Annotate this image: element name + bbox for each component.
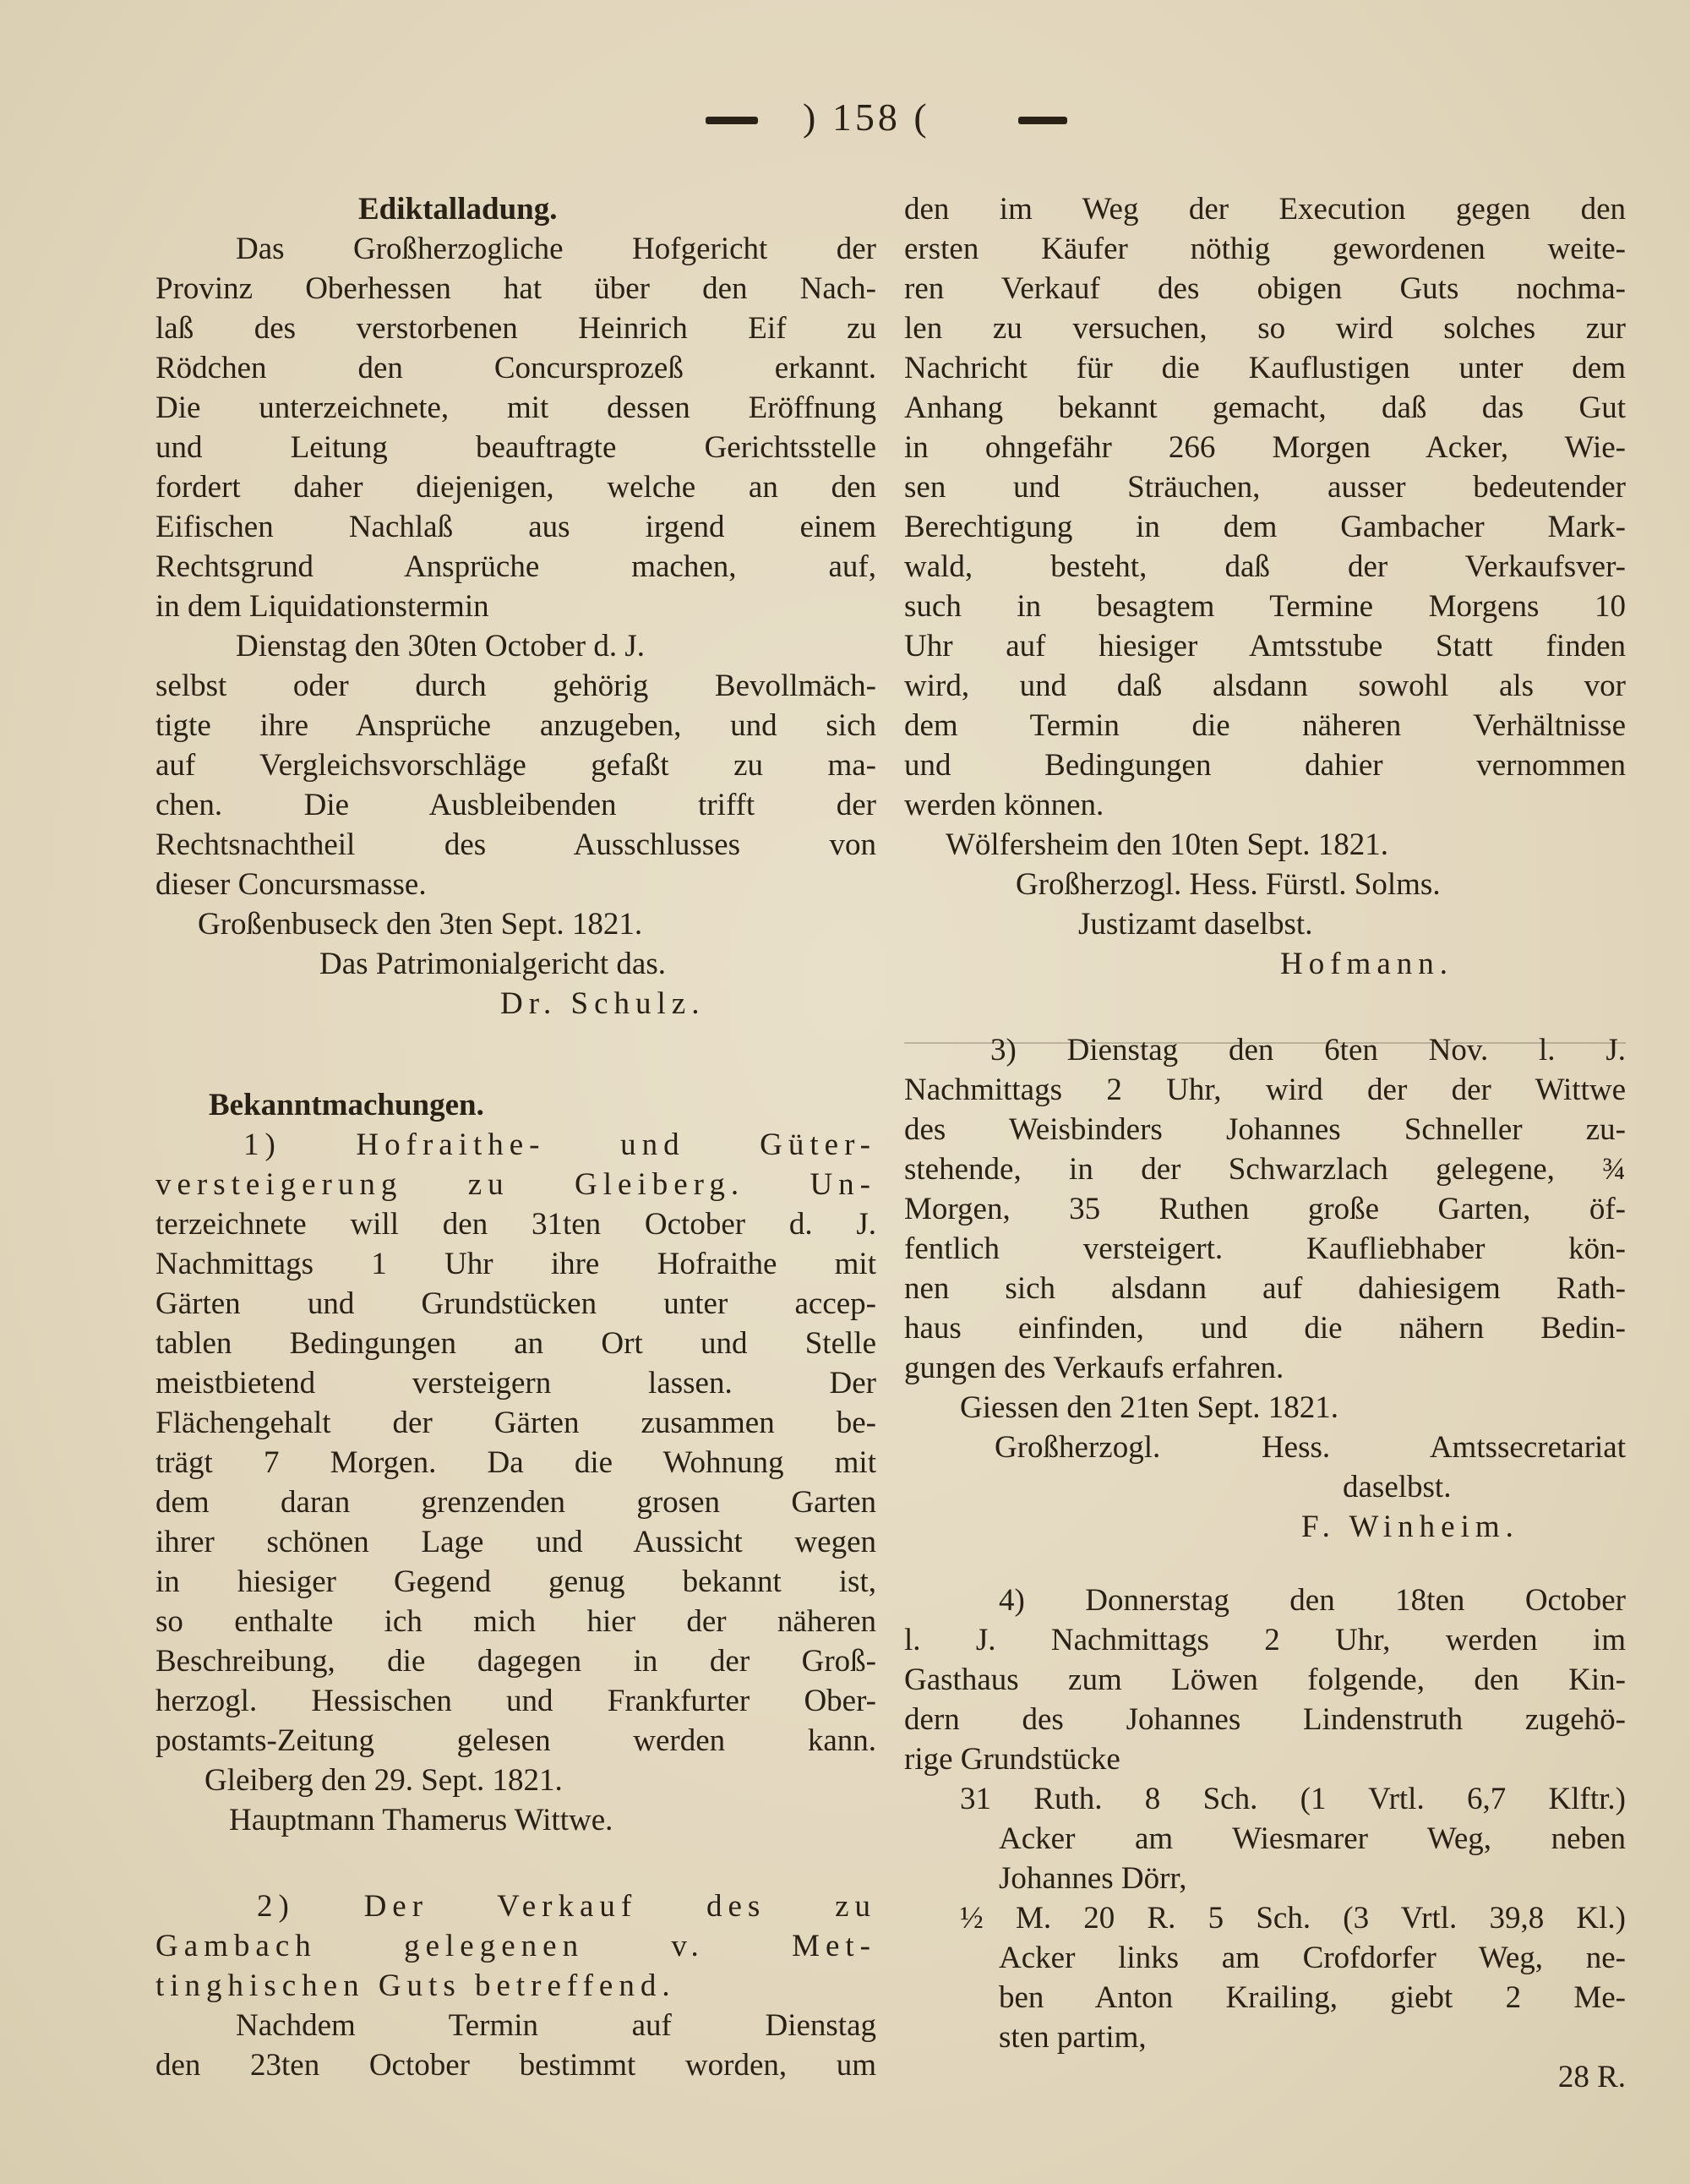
text-line: wird, und daß alsdann sowohl als vor [904,669,1626,703]
text-line: ben Anton Krailing, giebt 2 Me- [999,1980,1626,2015]
text-line: dem daran grenzenden grosen Garten [155,1485,876,1520]
text-line: tigte ihre Ansprüche anzugeben, und sich [155,708,876,743]
text-line: Das Großherzogliche Hofgericht der [236,232,876,266]
text-line: Provinz Oberhessen hat über den Nach- [155,271,876,306]
text-line: 31 Ruth. 8 Sch. (1 Vrtl. 6,7 Klftr.) [960,1782,1626,1816]
text-line: Dienstag den 30ten October d. J. [236,629,645,663]
text-line: Gleiberg den 29. Sept. 1821. [204,1763,563,1798]
text-line: F. Winheim. [1301,1510,1519,1544]
text-line: Anhang bekannt gemacht, daß das Gut [904,390,1626,425]
text-line: Großherzogl. Hess. Fürstl. Solms. [1016,867,1441,902]
text-line: ren Verkauf des obigen Guts nochma- [904,271,1626,306]
text-line: Nachmittags 1 Uhr ihre Hofraithe mit [155,1247,876,1281]
text-line: Nachdem Termin auf Dienstag [236,2008,876,2043]
text-line: Beschreibung, die dagegen in der Groß- [155,1644,876,1679]
text-line: Johannes Dörr, [999,1861,1187,1896]
left-column [155,189,876,2085]
text-line: Das Patrimonialgericht das. [319,947,666,981]
text-line: ihrer schönen Lage und Aussicht wegen [155,1525,876,1559]
text-line: stehende, in der Schwarzlach gelegene, ¾ [904,1152,1626,1187]
header-dash-right [1018,117,1067,124]
text-line: tinghischen Guts betreffend. [155,1968,676,2003]
text-line: Nachmittags 2 Uhr, wird der der Wittwe [904,1073,1626,1107]
text-line: 2) Der Verkauf des zu [257,1889,876,1924]
text-line: Berechtigung in dem Gambacher Mark- [904,510,1626,544]
text-line: und Leitung beauftragte Gerichtsstelle [155,430,876,465]
text-line: trägt 7 Morgen. Da die Wohnung mit [155,1445,876,1480]
text-line: Dr. Schulz. [500,986,706,1021]
text-line: den 23ten October bestimmt worden, um [155,2048,876,2083]
section-heading: Ediktalladung. [358,192,558,227]
text-line: sen und Sträuchen, ausser bedeutender [904,470,1626,505]
text-line: Morgen, 35 Ruthen große Garten, öf- [904,1192,1626,1226]
text-line: Gasthaus zum Löwen folgende, den Kin- [904,1663,1626,1697]
text-line: Justizamt daselbst. [1078,907,1313,942]
text-line: werden können. [904,788,1104,822]
text-line: 3) Dienstag den 6ten Nov. l. J. [990,1033,1626,1067]
text-line: Rechtsnachtheil des Ausschlusses von [155,827,876,862]
text-line: Acker am Wiesmarer Weg, neben [999,1821,1626,1856]
text-line: rige Grundstücke [904,1742,1120,1777]
text-line: des Weisbinders Johannes Schneller zu- [904,1112,1626,1147]
text-line: gungen des Verkaufs erfahren. [904,1351,1284,1385]
text-line: Gambach gelegenen v. Met- [155,1929,876,1963]
text-line: herzogl. Hessischen und Frankfurter Ober- [155,1684,876,1718]
text-line: Flächengehalt der Gärten zusammen be- [155,1406,876,1440]
text-line: 4) Donnerstag den 18ten October [999,1583,1626,1618]
page-header [0,95,1690,145]
text-line: daselbst. [1343,1470,1452,1504]
text-line: Gärten und Grundstücken unter accep- [155,1286,876,1321]
text-line: meistbietend versteigern lassen. Der [155,1366,876,1400]
page-number: ) 158 ( [803,96,930,139]
text-line: Wölfersheim den 10ten Sept. 1821. [946,827,1389,862]
text-line: nen sich alsdann auf dahiesigem Rath- [904,1271,1626,1306]
text-line: Hauptmann Thamerus Wittwe. [229,1803,613,1837]
section-heading: Bekanntmachungen. [209,1088,484,1122]
text-line: Eifischen Nachlaß aus irgend einem [155,510,876,544]
text-line: haus einfinden, und die nähern Bedin- [904,1311,1626,1346]
text-line: sten partim, [999,2020,1147,2055]
text-line: Großenbuseck den 3ten Sept. 1821. [198,907,643,942]
text-line: ersten Käufer nöthig gewordenen weite- [904,232,1626,266]
right-column [904,189,1626,2097]
text-line: laß des verstorbenen Heinrich Eif zu [155,311,876,346]
text-line: den im Weg der Execution gegen den [904,192,1626,227]
text-line: l. J. Nachmittags 2 Uhr, werden im [904,1623,1626,1657]
header-dash-left [706,117,758,124]
text-line: Giessen den 21ten Sept. 1821. [960,1390,1339,1425]
text-line: in dem Liquidationstermin [155,589,489,624]
text-line: postamts-Zeitung gelesen werden kann. [155,1723,876,1758]
text-line: 1) Hofraithe- und Güter- [243,1127,876,1162]
text-line: Uhr auf hiesiger Amtsstube Statt finden [904,629,1626,663]
text-line: terzeichnete will den 31ten October d. J. [155,1207,876,1242]
text-line: Acker links am Crofdorfer Weg, ne- [999,1941,1626,1975]
text-line: in hiesiger Gegend genug bekannt ist, [155,1564,876,1599]
text-line: so enthalte ich mich hier der näheren [155,1604,876,1639]
text-line: chen. Die Ausbleibenden trifft der [155,788,876,822]
text-line: Nachricht für die Kauflustigen unter dem [904,351,1626,385]
text-line: dern des Johannes Lindenstruth zugehö- [904,1702,1626,1737]
text-line: fordert daher diejenigen, welche an den [155,470,876,505]
text-line: dem Termin die näheren Verhältnisse [904,708,1626,743]
text-line: such in besagtem Termine Morgens 10 [904,589,1626,624]
text-line: selbst oder durch gehörig Bevollmäch- [155,669,876,703]
text-line: auf Vergleichsvorschläge gefaßt zu ma- [155,748,876,783]
text-line: versteigerung zu Gleiberg. Un- [155,1167,876,1202]
text-line: fentlich versteigert. Kaufliebhaber kön- [904,1231,1626,1266]
text-line: len zu versuchen, so wird solches zur [904,311,1626,346]
text-line: ½ M. 20 R. 5 Sch. (3 Vrtl. 39,8 Kl.) [960,1901,1626,1936]
text-line: Rechtsgrund Ansprüche machen, auf, [155,549,876,584]
text-line: 28 R. [1557,2060,1626,2094]
text-line: Die unterzeichnete, mit dessen Eröffnung [155,390,876,425]
text-line: Rödchen den Concursprozeß erkannt. [155,351,876,385]
text-line: tablen Bedingungen an Ort und Stelle [155,1326,876,1361]
text-line: wald, besteht, daß der Verkaufsver- [904,549,1626,584]
text-line: dieser Concursmasse. [155,867,427,902]
text-line: Großherzogl. Hess. Amtssecretariat [995,1430,1626,1465]
text-line: in ohngefähr 266 Morgen Acker, Wie- [904,430,1626,465]
text-line: und Bedingungen dahier vernommen [904,748,1626,783]
text-line: Hofmann. [1280,947,1453,981]
